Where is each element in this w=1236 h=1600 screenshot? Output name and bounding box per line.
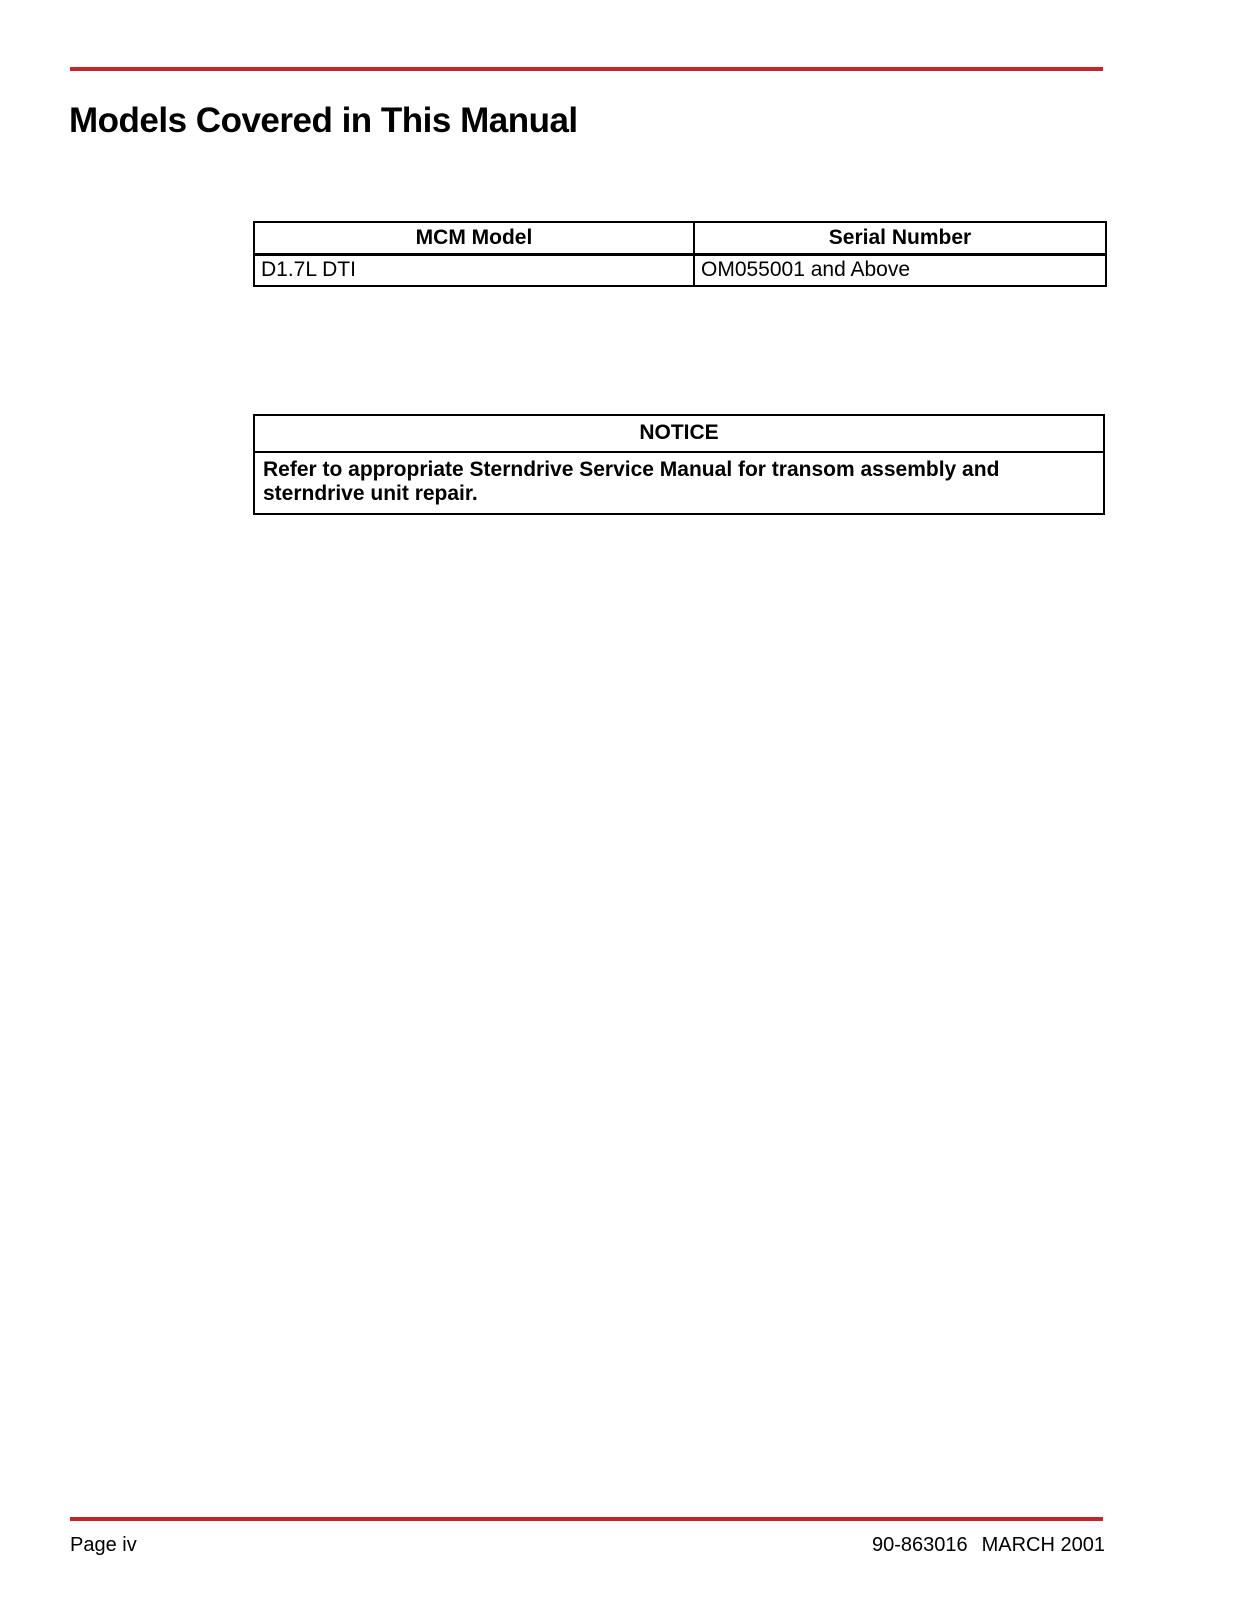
top-divider-rule <box>70 67 1103 71</box>
table-header-row <box>254 222 1106 254</box>
footer-doc-info <box>872 1534 1105 1557</box>
page-title: Models Covered in This Manual <box>69 101 578 141</box>
footer-doc-date: MARCH 2001 <box>981 1534 1105 1556</box>
cell-serial-number: OM055001 and Above <box>694 254 1106 286</box>
table-row <box>254 254 1106 286</box>
notice-title: NOTICE <box>255 416 1103 453</box>
footer-divider-rule <box>70 1517 1103 1521</box>
notice-box <box>253 414 1105 515</box>
footer-doc-number: 90-863016 <box>871 1534 968 1556</box>
models-table <box>253 221 1107 287</box>
footer-page-number: Page iv <box>70 1534 137 1556</box>
column-header-mcm-model: MCM Model <box>254 222 694 254</box>
cell-model: D1.7L DTI <box>254 254 694 286</box>
notice-body-text: Refer to appropriate Sterndrive Service Manual for transom assembly and sterndrive unit repair. <box>263 458 1000 505</box>
column-header-serial-number: Serial Number <box>694 222 1106 254</box>
